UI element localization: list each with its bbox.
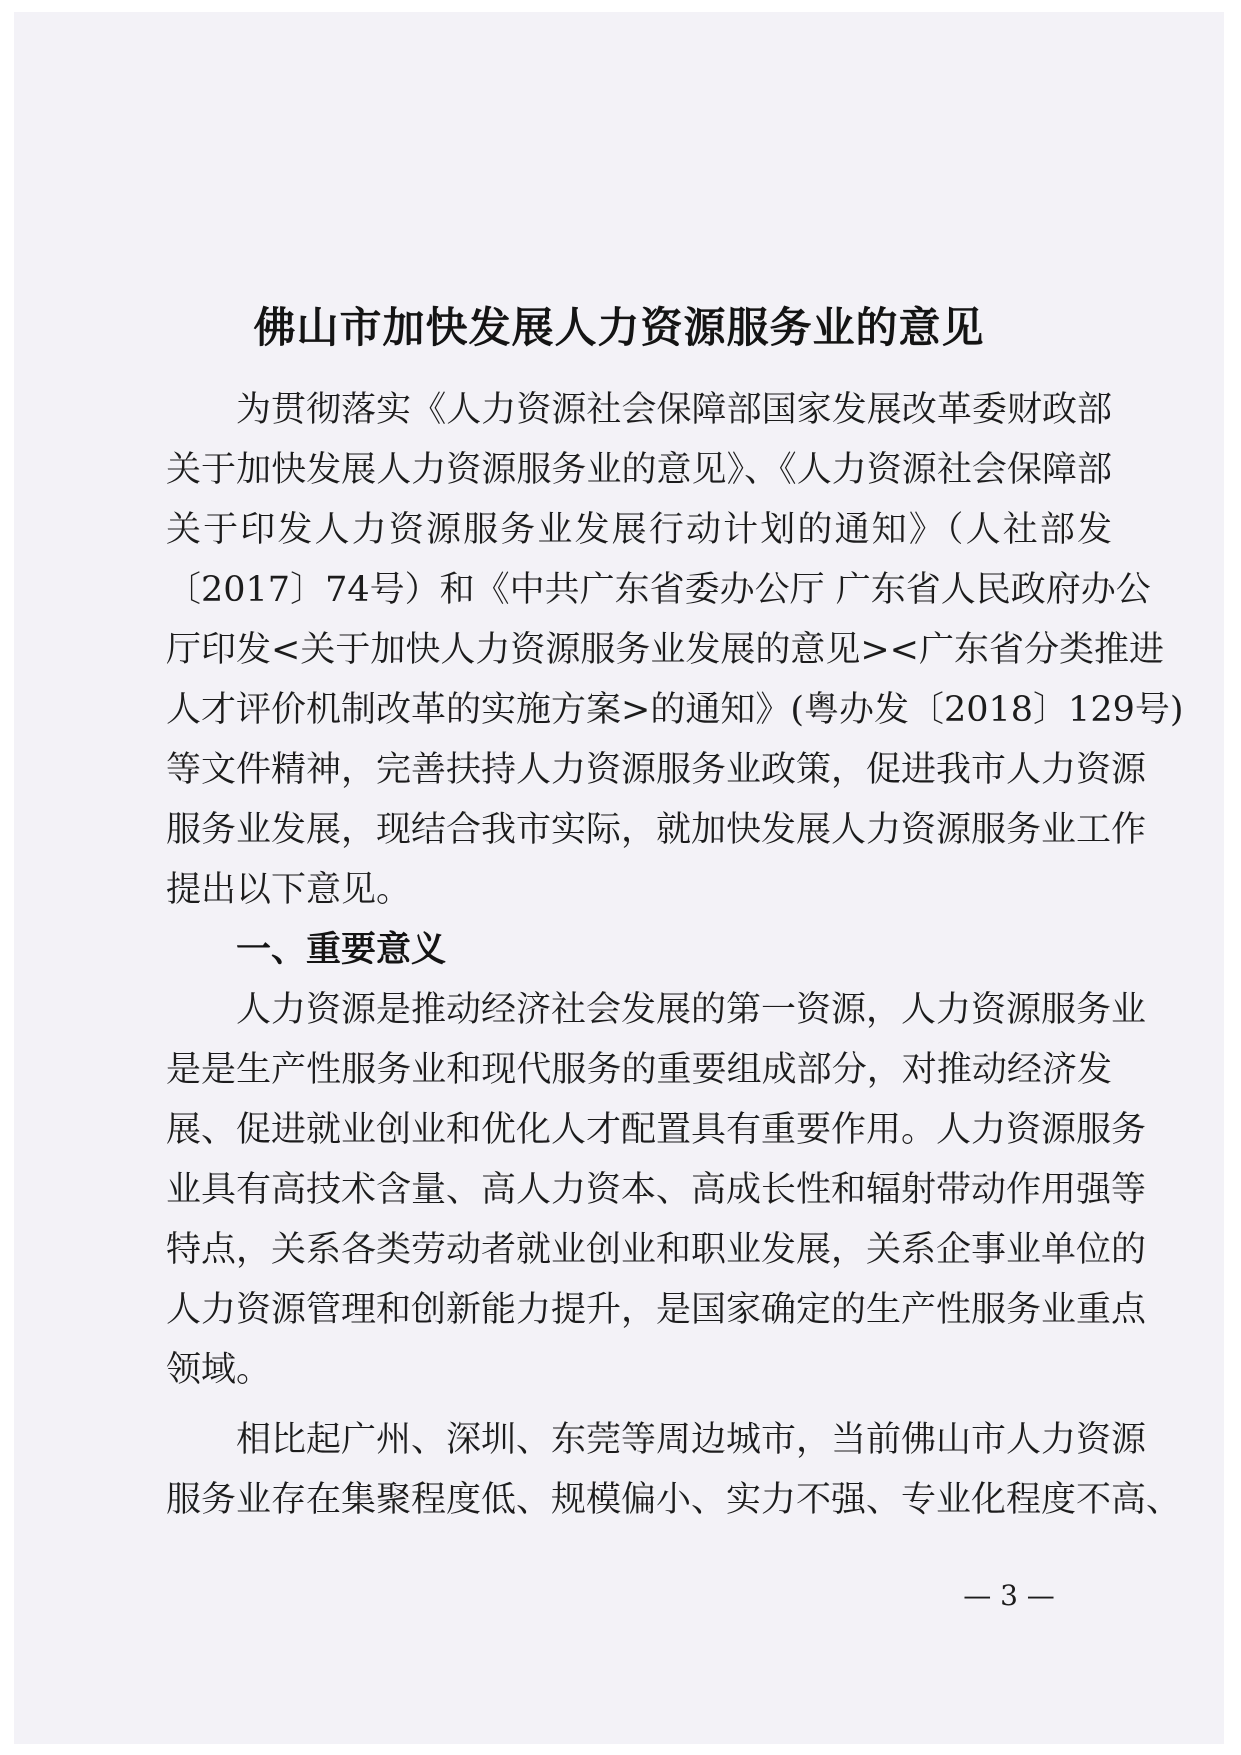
paragraph-line: 关于印发人力资源服务业发展行动计划的通知》（人社部发	[166, 510, 1112, 550]
paragraph-line: 关于加快发展人力资源服务业的意见》、《人力资源社会保障部	[166, 450, 1112, 490]
paragraph-line: 为贯彻落实《人力资源社会保障部国家发展改革委财政部	[236, 390, 1112, 430]
paragraph-line: 〔2017〕74号）和《中共广东省委办公厅 广东省人民政府办公	[166, 570, 1151, 610]
paragraph-line: 人力资源是推动经济社会发展的第一资源，人力资源服务业	[236, 990, 1147, 1030]
paragraph-line: 人力资源管理和创新能力提升，是国家确定的生产性服务业重点	[166, 1290, 1147, 1330]
paragraph-line: 是是生产性服务业和现代服务的重要组成部分，对推动经济发	[166, 1050, 1112, 1090]
section-heading: 一、重要意义	[236, 930, 447, 970]
paragraph-line: 特点，关系各类劳动者就业创业和职业发展，关系企事业单位的	[166, 1230, 1147, 1270]
paragraph-line: 提出以下意见。	[166, 870, 412, 910]
paragraph-line: 展、促进就业创业和优化人才配置具有重要作用。人力资源服务	[166, 1110, 1147, 1150]
paragraph-line: 等文件精神，完善扶持人力资源服务业政策，促进我市人力资源	[166, 750, 1147, 790]
document-page	[14, 12, 1224, 1744]
paragraph-line: 厅印发<关于加快人力资源服务业发展的意见><广东省分类推进	[166, 630, 1164, 670]
paragraph-line: 业具有高技术含量、高人力资本、高成长性和辐射带动作用强等	[166, 1170, 1147, 1210]
paragraph-line: 服务业发展，现结合我市实际，就加快发展人力资源服务业工作	[166, 810, 1147, 850]
paragraph-line: 领域。	[166, 1350, 272, 1390]
paragraph-line: 服务业存在集聚程度低、规模偏小、实力不强、专业化程度不高、	[166, 1480, 1182, 1520]
paragraph-line: 相比起广州、深圳、东莞等周边城市，当前佛山市人力资源	[236, 1420, 1147, 1460]
paragraph-line: 人才评价机制改革的实施方案>的通知》(粤办发〔2018〕129号)	[166, 690, 1184, 730]
page-number: — 3 —	[963, 1579, 1055, 1612]
document-title: 佛山市加快发展人力资源服务业的意见	[253, 303, 985, 352]
